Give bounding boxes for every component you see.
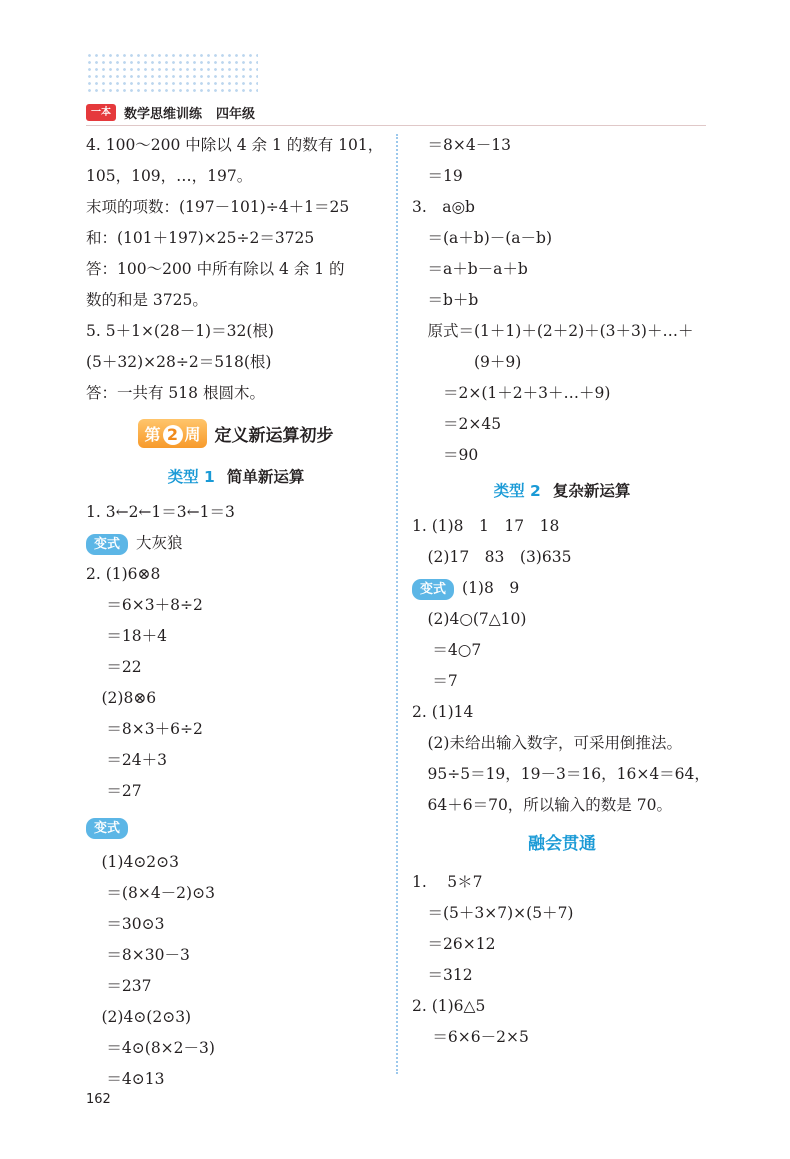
section-title-review: 融会贯通 [528, 834, 596, 854]
answer-line: ＝(8×4－2)⊙3 [86, 884, 215, 902]
grade-label: 四年级 [216, 106, 256, 122]
variant-line [86, 807, 386, 847]
answer-line: 95÷5＝19，19－3＝16，16×4＝64， [412, 765, 710, 783]
left-answers-block-4 [86, 847, 386, 1095]
type-2-label: 类型 2 [493, 482, 541, 500]
answer-line: 答：一共有 518 根圆木。 [86, 384, 265, 402]
answer-line: 答：100～200 中所有除以 4 余 1 的 [86, 260, 345, 278]
left-column [86, 130, 386, 1095]
type-2-heading [412, 471, 712, 511]
answer-line: 和：(101＋197)×25÷2＝3725 [86, 229, 315, 247]
variant-line [412, 573, 712, 604]
left-answers-block-3 [86, 559, 386, 807]
week-suffix: 周 [184, 424, 201, 444]
week-title: 定义新运算初步 [214, 425, 334, 446]
answer-line: ＝4⊙13 [86, 1070, 165, 1088]
page-header [86, 101, 255, 123]
answer-line: 2. (1)6△5 [412, 997, 486, 1015]
variant-answer: (1)8 9 [462, 579, 520, 597]
answer-line: 1. 5＊7 [412, 873, 483, 891]
week-heading [86, 409, 386, 457]
answer-line: (2)17 83 (3)635 [412, 548, 572, 566]
week-number: 2 [163, 425, 183, 445]
answer-line: (1)4⊙2⊙3 [86, 853, 180, 871]
page-number: 162 [86, 1092, 111, 1107]
right-answers-block-3 [412, 604, 712, 821]
answer-line: ＝4⊙(8×2－3) [86, 1039, 215, 1057]
answer-line: ＝18＋4 [86, 627, 168, 645]
variant-badge: 变式 [86, 534, 128, 555]
answer-line: ＝(5＋3×7)×(5＋7) [412, 904, 574, 922]
answer-line: ＝26×12 [412, 935, 496, 953]
answer-line: 5. 5＋1×(28－1)＝32(根) [86, 322, 274, 340]
answer-line: ＝8×3＋6÷2 [86, 720, 203, 738]
answer-line: ＝b＋b [412, 291, 479, 309]
variant-badge: 变式 [86, 818, 128, 839]
answer-line: ＝a＋b－a＋b [412, 260, 528, 278]
answer-line: 64＋6＝70，所以输入的数是 70。 [412, 796, 672, 814]
answer-line: ＝8×4－13 [412, 136, 511, 154]
answer-line: ＝8×30－3 [86, 946, 190, 964]
type-1-label: 类型 1 [167, 468, 215, 486]
answer-line: 4. 100～200 中除以 4 余 1 的数有 101， [86, 136, 384, 154]
answer-line: ＝30⊙3 [86, 915, 165, 933]
answer-line: ＝24＋3 [86, 751, 168, 769]
answer-line: 3. a◎b [412, 198, 475, 216]
publisher-logo: 一本 [86, 104, 116, 121]
answer-line: 数的和是 3725。 [86, 291, 208, 309]
answer-line: 末项的项数：(197－101)÷4＋1＝25 [86, 198, 350, 216]
week-prefix: 第 [144, 424, 161, 444]
variant-badge: 变式 [412, 579, 454, 600]
answer-line: (5＋32)×28÷2＝518(根) [86, 353, 272, 371]
answer-line: 1. 3←2←1＝3←1＝3 [86, 503, 235, 521]
answer-line: ＝90 [412, 446, 479, 464]
answer-line: (2)4⊙(2⊙3) [86, 1008, 192, 1026]
type-1-heading [86, 457, 386, 497]
header-dot-pattern [86, 52, 258, 92]
type-1-name: 简单新运算 [226, 468, 305, 486]
left-answers-block-1 [86, 130, 386, 409]
answer-line: 原式＝(1＋1)＋(2＋2)＋(3＋3)＋…＋ [412, 322, 694, 340]
right-column [412, 130, 712, 1053]
book-series-title: 数学思维训练 [124, 106, 203, 122]
answer-line: ＝4○7 [412, 641, 482, 659]
answer-line: ＝7 [412, 672, 458, 690]
right-answers-block-1 [412, 130, 712, 471]
right-answers-block-4 [412, 867, 712, 1053]
answer-line: (9＋9) [412, 353, 522, 371]
answer-line: ＝22 [86, 658, 142, 676]
answer-line: (2)4○(7△10) [412, 610, 527, 628]
answer-line: ＝6×6－2×5 [412, 1028, 529, 1046]
answer-line: ＝6×3＋8÷2 [86, 596, 203, 614]
answer-line: ＝(a＋b)－(a－b) [412, 229, 553, 247]
column-divider [396, 134, 398, 1074]
variant-line [86, 528, 386, 559]
answer-line: ＝312 [412, 966, 473, 984]
answer-line: ＝2×45 [412, 415, 502, 433]
answer-line: ＝27 [86, 782, 142, 800]
answer-line: 2. (1)14 [412, 703, 474, 721]
answer-line: ＝237 [86, 977, 152, 995]
answer-line: (2)8⊗6 [86, 689, 157, 707]
variant-answer: 大灰狼 [136, 534, 183, 552]
answer-line: ＝2×(1＋2＋3＋…＋9) [412, 384, 611, 402]
answer-line: (2)未给出输入数字，可采用倒推法。 [412, 734, 682, 752]
answer-line: 2. (1)6⊗8 [86, 565, 161, 583]
answer-line: 105，109，…，197。 [86, 167, 253, 185]
header-rule [86, 125, 706, 126]
week-badge [138, 419, 206, 448]
type-2-name: 复杂新运算 [552, 482, 631, 500]
answer-line: ＝19 [412, 167, 463, 185]
answer-line: 1. (1)8 1 17 18 [412, 517, 560, 535]
